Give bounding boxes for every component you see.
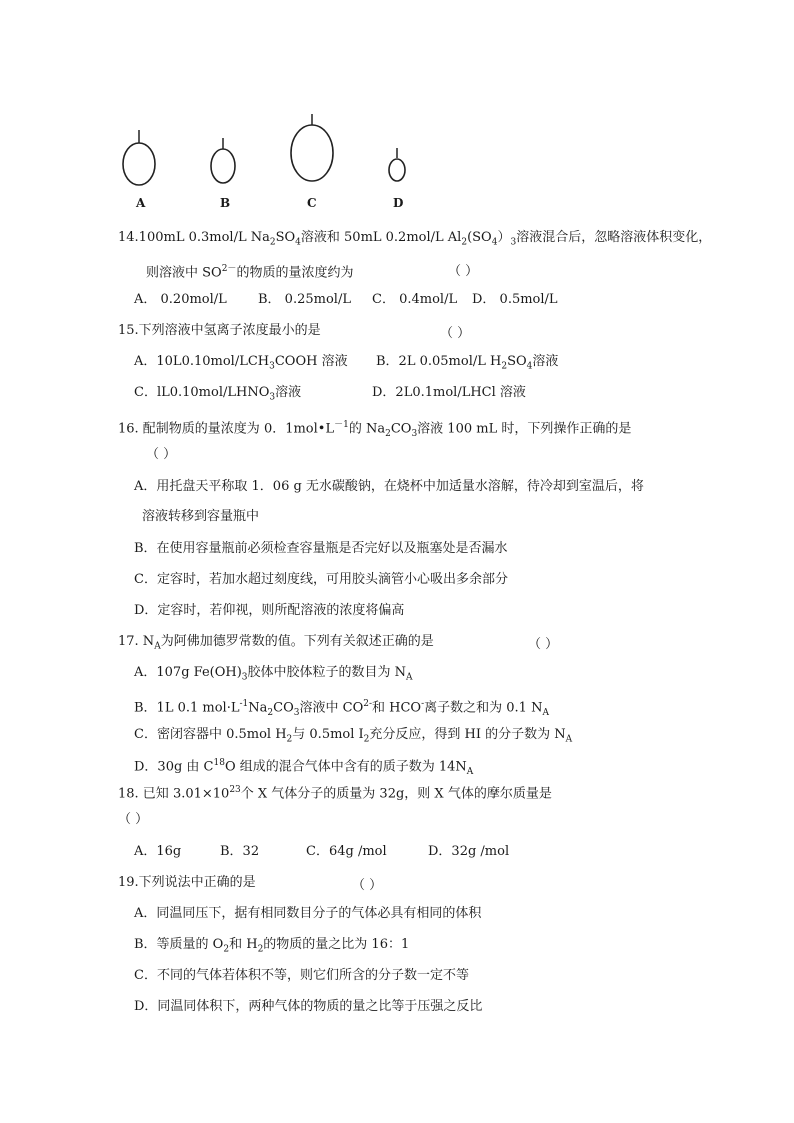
q18-options [134,843,509,861]
q17-stem: 17. $N_A$为阿佛加德罗常数的值。下列有关叙述正确的是 [118,634,434,652]
q18-option-d: D．32g /mol [428,844,510,859]
flask-label-c: C [307,196,317,210]
q17-option-d: D．30g 由 $C^{18}O$ 组成的混合气体中含有的质子数为 $14N_A$ [134,758,474,777]
q14-stem-line2: 则溶液中 $SO^{2-}$的物质的量浓度约为 [146,264,354,281]
q19-option-c: C．不同的气体若体积不等，则它们所含的分子数一定不等 [134,968,469,983]
flask-label-b: B [220,196,231,210]
q19-option-b: B．等质量的 $O_2$和 $H_2$的物质的量之比为 16：1 [134,937,410,955]
q14-option-c: C． 0.4mol/L [372,292,458,307]
q16-option-a-line2: 溶液转移到容量瓶中 [142,509,260,524]
flasks-drawing [110,112,430,212]
q15-answer-blank: （ ） [440,326,471,341]
flask-label-a: A [136,196,146,210]
q17-answer-blank: （ ） [528,637,559,652]
q19-option-d: D．同温同体积下，两种气体的物质的量之比等于压强之反比 [134,999,483,1014]
q19-stem: 19.下列说法中正确的是 [118,875,256,890]
q16-stem-line1: 16. 配制物质的量浓度为 0．$1mol•L^{-1}$的 $Na_2CO_3$溶液 100 mL 时，下列操作正确的是 [118,420,632,439]
q18-option-a: A．16g [134,844,182,859]
q15-option-d: D．2L0.1mol/LHCl 溶液 [372,385,526,400]
q15-option-c: C．$lL0.10mol/LHNO_3$溶液 [134,385,302,403]
q16-option-c: C．定容时，若加水超过刻度线，可用胶头滴管小心吸出多余部分 [134,572,508,587]
q14-answer-blank: （ ） [448,264,479,279]
q18-option-b: B．32 [220,844,260,859]
q14-option-b: B． 0.25mol/L [258,292,351,307]
q15-option-b: B．2L 0.05mol/L $H_2SO_4$溶液 [376,354,559,372]
flask-label-d: D [393,196,404,210]
q16-option-b: B．在使用容量瓶前必须检查容量瓶是否完好以及瓶塞处是否漏水 [134,541,508,556]
q15-stem: 15.下列溶液中氢离子浓度最小的是 [118,323,321,338]
q16-answer-blank: （ ） [146,447,177,462]
q18-answer-blank: （ ） [118,812,149,827]
q14-option-a: A． 0.20mol/L [134,292,227,307]
q16-option-d: D．定容时，若仰视，则所配溶液的浓度将偏高 [134,603,405,618]
q14-option-d: D． 0.5mol/L [472,292,558,307]
q16-option-a-line1: A．用托盘天平称取 1．06 g 无水碳酸钠，在烧杯中加适量水溶解，待冷却到室温后，将 [134,479,644,494]
flask-b-shape [211,149,235,183]
q17-option-b: B．1L 0.1 $mol\cdot L^{-1}Na_2CO_3$溶液中 $CO^{2-}$和 HCO-离子数之和为 0.1 $N_A$ [134,699,549,718]
q19-option-a: A．同温同压下，据有相同数目分子的气体必具有相同的体积 [134,906,482,921]
flask-figure [110,112,430,212]
q17-option-a: A．107g $Fe(OH)_3$胶体中胶体粒子的数目为 $N_A$ [134,665,413,683]
q19-answer-blank: （ ） [352,878,383,893]
flask-c-shape [291,125,333,181]
q18-stem: 18. 已知 $3.01\times 10^{23}$个 X 气体分子的质量为 32g，则 X 气体的摩尔质量是 [118,785,552,802]
flask-a-shape [123,143,155,185]
q15-option-a: A．$10L0.10mol/LCH_3COOH$ 溶液 [134,354,348,372]
q14-stem-line1: 14.100mL 0.3mol/L $Na_2SO_4$溶液和 50mL 0.2mol/L $Al_2(SO_4)_3$溶液混合后，忽略溶液体积变化， [118,230,712,248]
q14-options [134,291,558,309]
q17-option-c: C．密闭容器中 0.5mol $H_2$与 0.5mol $I_2$充分反应，得到 HI 的分子数为 $N_A$ [134,727,573,745]
flask-d-shape [389,159,405,181]
q18-option-c: C．64g /mol [306,844,387,859]
